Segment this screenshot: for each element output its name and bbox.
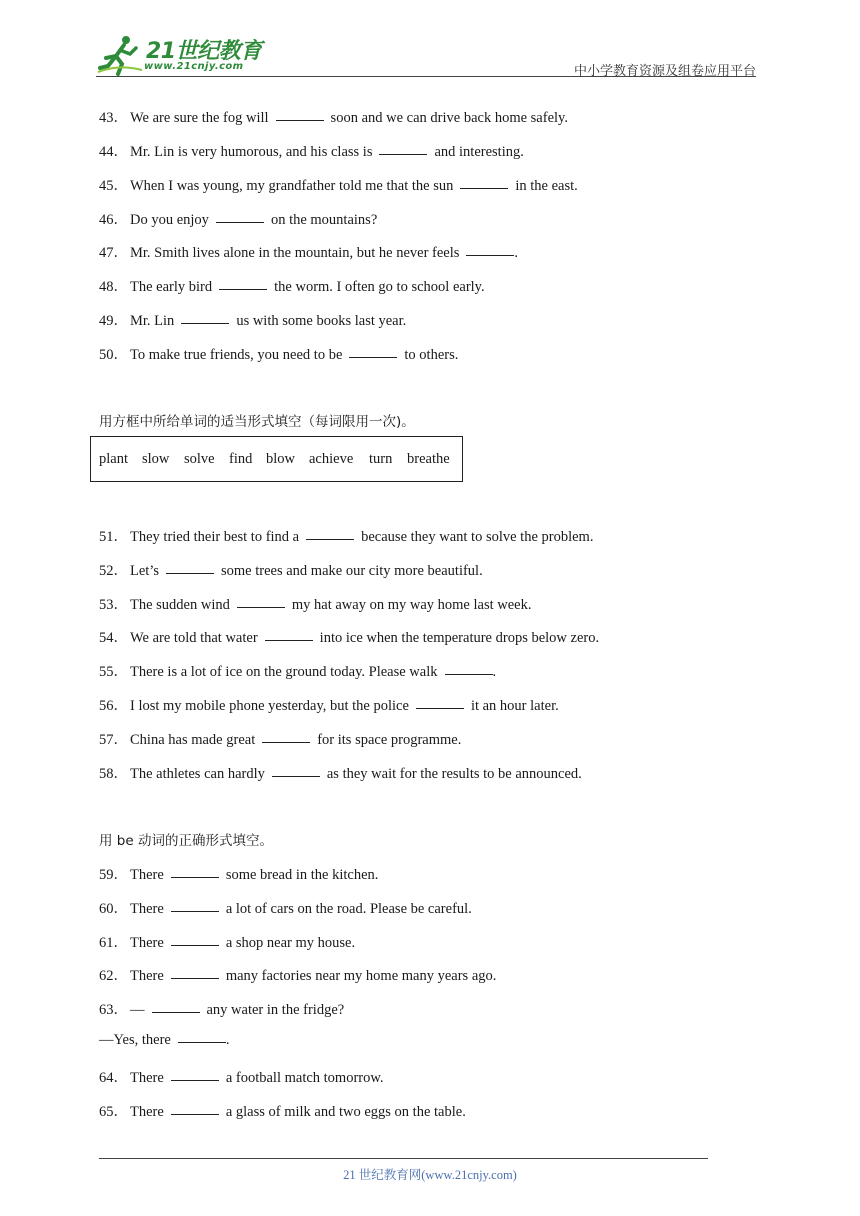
question-item — [99, 660, 496, 681]
question-text-after: for its space programme. — [317, 732, 462, 748]
answer-blank[interactable] — [379, 153, 427, 155]
question-number: 62． — [99, 968, 128, 984]
logo-url: www.21cnjy.com — [144, 61, 244, 72]
question-text-before: There — [130, 1070, 164, 1086]
question-number: 53． — [99, 597, 128, 613]
question-number: 43． — [99, 110, 128, 126]
question-text-before: China has made great — [130, 732, 256, 748]
question-text-after: a glass of milk and two eggs on the table. — [225, 1104, 466, 1120]
answer-blank[interactable] — [171, 977, 219, 979]
section3-instruction: 用 be 动词的正确形式填空。 — [99, 833, 273, 849]
answer-blank[interactable] — [171, 876, 219, 878]
question-text-after: some trees and make our city more beautiful. — [221, 563, 483, 579]
question-item — [99, 897, 472, 918]
question-text-before: The athletes can hardly — [130, 766, 265, 782]
site-logo[interactable] — [96, 34, 266, 76]
word-bank-word: breathe — [407, 451, 450, 467]
question-item — [99, 140, 524, 161]
question-number: 50． — [99, 347, 128, 363]
question-text-before: There — [130, 1104, 164, 1120]
question-number: 46． — [99, 212, 128, 228]
question-number: 64． — [99, 1070, 128, 1086]
question-item — [99, 728, 461, 749]
question-item — [99, 343, 458, 364]
answer-blank[interactable] — [306, 538, 354, 540]
question-item — [99, 1066, 384, 1087]
question-text-before: We are sure the fog will — [130, 110, 269, 126]
answer-blank[interactable] — [181, 322, 229, 324]
question-text-before: There — [130, 901, 164, 917]
question-text-after: a lot of cars on the road. Please be careful. — [225, 901, 472, 917]
question-item — [99, 1032, 229, 1049]
question-text-after: some bread in the kitchen. — [225, 867, 379, 883]
question-text-before: When I was young, my grandfather told me that the sun — [130, 178, 454, 194]
answer-blank[interactable] — [416, 707, 464, 709]
word-bank-word: plant — [99, 451, 128, 467]
answer-blank[interactable] — [445, 673, 493, 675]
question-item — [99, 1100, 466, 1121]
answer-blank[interactable] — [166, 572, 214, 574]
question-text-after: a football match tomorrow. — [225, 1070, 384, 1086]
question-number: 63． — [99, 1002, 128, 1018]
header-divider — [96, 76, 756, 77]
question-text-after: . — [514, 245, 519, 261]
question-item — [99, 275, 485, 296]
answer-blank[interactable] — [216, 221, 264, 223]
question-item — [99, 863, 378, 884]
question-number: 45． — [99, 178, 128, 194]
word-bank-word: find — [229, 451, 253, 467]
question-number: 48． — [99, 279, 128, 295]
question-text-before: Do you enjoy — [130, 212, 209, 228]
question-text-before: Mr. Smith lives alone in the mountain, but he never feels — [130, 245, 460, 261]
question-number: 58． — [99, 766, 128, 782]
question-text-before: The early bird — [130, 279, 213, 295]
question-number: 54． — [99, 630, 128, 646]
question-text-before: There — [130, 968, 164, 984]
question-text-after: . — [492, 664, 497, 680]
word-bank-word: turn — [369, 451, 393, 467]
question-number: 52． — [99, 563, 128, 579]
question-text-after: any water in the fridge? — [206, 1002, 345, 1018]
page-footer — [0, 1165, 860, 1183]
question-item — [99, 998, 344, 1019]
question-text-after: the worm. I often go to school early. — [274, 279, 485, 295]
question-number: 49． — [99, 313, 128, 329]
question-number: 57． — [99, 732, 128, 748]
question-text-after: . — [225, 1032, 230, 1048]
question-text-before: To make true friends, you need to be — [130, 347, 343, 363]
answer-blank[interactable] — [460, 187, 508, 189]
question-text-after: and interesting. — [434, 144, 524, 160]
question-number: 51． — [99, 529, 128, 545]
question-text-before: I lost my mobile phone yesterday, but the police — [130, 698, 409, 714]
word-bank-word: blow — [266, 451, 295, 467]
question-item — [99, 174, 578, 195]
question-item — [99, 762, 582, 783]
answer-blank[interactable] — [265, 639, 313, 641]
question-text-before: There — [130, 935, 164, 951]
answer-blank[interactable] — [272, 775, 320, 777]
question-item — [99, 525, 593, 546]
question-item — [99, 593, 531, 614]
answer-blank[interactable] — [171, 944, 219, 946]
answer-blank[interactable] — [171, 1113, 219, 1115]
question-text-after: many factories near my home many years ago. — [225, 968, 497, 984]
question-text-after: as they wait for the results to be announced. — [326, 766, 582, 782]
question-item — [99, 241, 518, 262]
answer-blank[interactable] — [219, 288, 267, 290]
question-number: 59． — [99, 867, 128, 883]
question-text-after: my hat away on my way home last week. — [291, 597, 532, 613]
answer-blank[interactable] — [262, 741, 310, 743]
question-item — [99, 208, 377, 229]
word-bank-box — [90, 436, 463, 482]
question-text-after: into ice when the temperature drops below zero. — [319, 630, 600, 646]
answer-blank[interactable] — [171, 1079, 219, 1081]
answer-blank[interactable] — [276, 119, 324, 121]
question-number: 60． — [99, 901, 128, 917]
question-item — [99, 106, 568, 127]
header-platform-title: 中小学教育资源及组卷应用平台 — [573, 64, 756, 79]
question-text-after: soon and we can drive back home safely. — [330, 110, 568, 126]
question-text-after: in the east. — [515, 178, 578, 194]
question-text-after: on the mountains? — [270, 212, 378, 228]
question-text-after: it an hour later. — [470, 698, 559, 714]
page-header — [0, 0, 860, 80]
runner-logo-icon — [96, 34, 144, 76]
question-text-before: Let’s — [130, 563, 159, 579]
answer-blank[interactable] — [237, 606, 285, 608]
question-text-before: The sudden wind — [130, 597, 230, 613]
question-item — [99, 626, 599, 647]
section2-instruction: 用方框中所给单词的适当形式填空（每词限用一次)。 — [99, 414, 415, 430]
question-item — [99, 964, 496, 985]
question-text-before: We are told that water — [130, 630, 258, 646]
answer-blank[interactable] — [466, 254, 514, 256]
question-item — [99, 559, 483, 580]
question-text-before: Mr. Lin is very humorous, and his class is — [130, 144, 373, 160]
question-number: 56． — [99, 698, 128, 714]
question-item — [99, 694, 559, 715]
question-text-before: — — [130, 1002, 145, 1018]
question-number: 47． — [99, 245, 128, 261]
question-text-after: us with some books last year. — [236, 313, 407, 329]
question-text-before: They tried their best to find a — [130, 529, 300, 545]
question-text-before: —Yes, there — [99, 1032, 171, 1048]
question-text-before: Mr. Lin — [130, 313, 175, 329]
question-text-after: a shop near my house. — [225, 935, 356, 951]
question-text-before: There is a lot of ice on the ground today. Please walk — [130, 664, 438, 680]
answer-blank[interactable] — [152, 1011, 200, 1013]
word-bank-word: slow — [142, 451, 170, 467]
logo-text: 21世纪教育 — [146, 39, 262, 64]
question-number: 55． — [99, 664, 128, 680]
question-item — [99, 309, 406, 330]
word-bank-word: achieve — [309, 451, 354, 467]
answer-blank[interactable] — [349, 356, 397, 358]
answer-blank[interactable] — [171, 910, 219, 912]
question-item — [99, 931, 355, 952]
footer-text[interactable]: 21 世纪教育网(www.21cnjy.com) — [343, 1168, 517, 1182]
question-text-before: There — [130, 867, 164, 883]
answer-blank[interactable] — [178, 1041, 226, 1043]
word-bank-word: solve — [184, 451, 215, 467]
question-number: 61． — [99, 935, 128, 951]
question-text-after: because they want to solve the problem. — [361, 529, 594, 545]
footer-divider — [99, 1158, 708, 1159]
question-number: 44． — [99, 144, 128, 160]
question-text-after: to others. — [404, 347, 459, 363]
question-number: 65． — [99, 1104, 128, 1120]
